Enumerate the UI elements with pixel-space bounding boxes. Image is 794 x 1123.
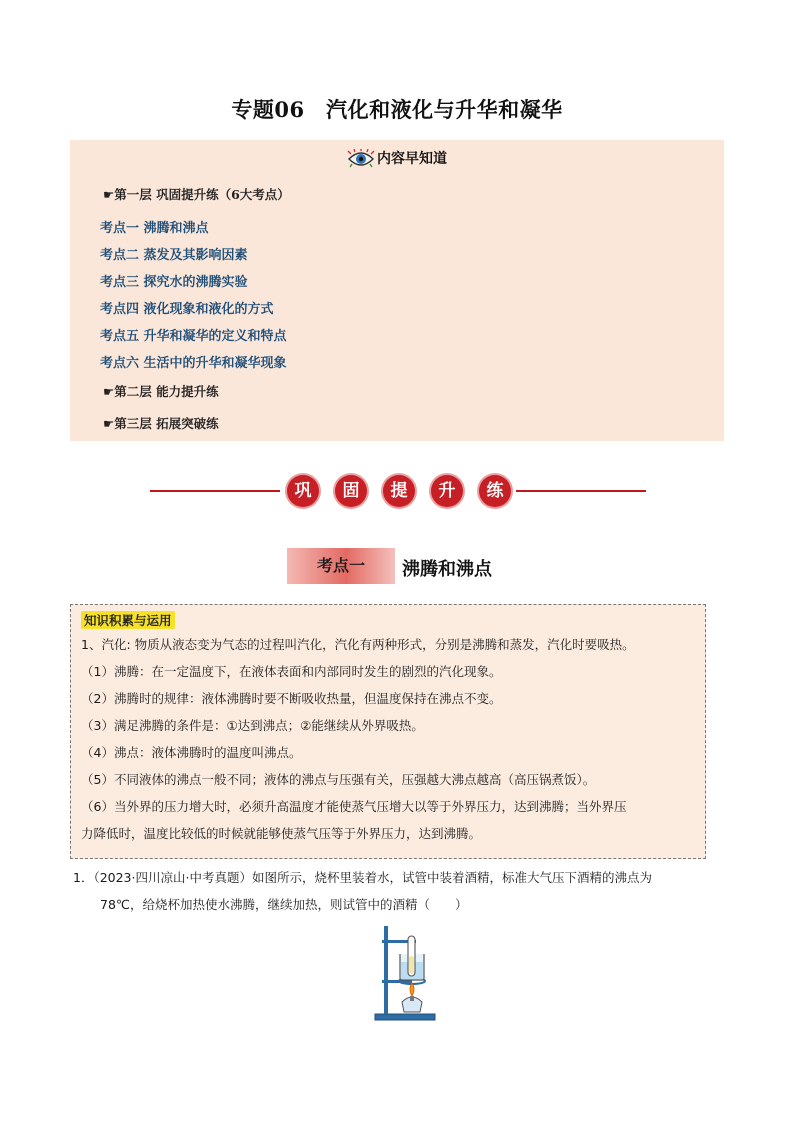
- page-title: 专题06 汽化和液化与升华和凝华: [231, 97, 563, 122]
- section-banner: [283, 475, 513, 507]
- toc-item-4[interactable]: 考点四 液化现象和液化的方式: [100, 302, 274, 317]
- knowledge-line: （3）满足沸腾的条件是：①达到沸点；②能继续从外界吸热。: [81, 718, 424, 733]
- knowledge-line: （4）沸点：液体沸腾时的温度叫沸点。: [81, 745, 302, 760]
- toc-item-1[interactable]: 考点一 沸腾和沸点: [100, 221, 209, 236]
- toc-layer-3[interactable]: ☛第三层 拓展突破练: [103, 416, 219, 431]
- toc-item-3[interactable]: 考点三 探究水的沸腾实验: [100, 275, 248, 290]
- toc-item-6[interactable]: 考点六 生活中的升华和凝华现象: [100, 356, 287, 371]
- toc-header: [70, 148, 724, 169]
- knowledge-box: [70, 604, 706, 859]
- knowledge-line: 力降低时，温度比较低的时候就能够使蒸气压等于外界压力，达到沸腾。: [81, 826, 482, 841]
- banner-char: 提: [383, 475, 415, 507]
- toc-panel: [70, 140, 724, 441]
- knowledge-line: （1）沸腾：在一定温度下，在液体表面和内部同时发生的剧烈的汽化现象。: [81, 664, 502, 679]
- eye-icon: [347, 149, 375, 169]
- knowledge-line: （6）当外界的压力增大时，必须升高温度才能使蒸气压增大以等于外界压力，达到沸腾；当外界压: [81, 799, 627, 814]
- knowledge-line: （2）沸腾时的规律：液体沸腾时要不断吸收热量，但温度保持在沸点不变。: [81, 691, 502, 706]
- knowledge-line: 1、汽化: 物质从液态变为气态的过程叫汽化，汽化有两种形式，分别是沸腾和蒸发，汽化时要吸热。: [81, 637, 635, 652]
- toc-item-2[interactable]: 考点二 蒸发及其影响因素: [100, 248, 248, 263]
- banner-char: 练: [479, 475, 511, 507]
- toc-layer-1[interactable]: ☛第一层 巩固提升练（6大考点）: [103, 187, 290, 202]
- knowledge-line: （5）不同液体的沸点一般不同；液体的沸点与压强有关，压强越大沸点越高（高压锅煮饭）。: [81, 772, 596, 787]
- section-label-box: [287, 548, 395, 584]
- pointing-hand-icon: ☛: [103, 187, 115, 202]
- banner-rule-left: [150, 490, 280, 492]
- banner-char: 固: [335, 475, 367, 507]
- knowledge-tag: 知识积累与运用: [81, 611, 175, 629]
- lab-apparatus-icon: [372, 922, 438, 1024]
- section-title: 沸腾和沸点: [402, 559, 492, 580]
- section-label: 考点一: [316, 556, 365, 575]
- banner-rule-right: [516, 490, 646, 492]
- banner-char: 升: [431, 475, 463, 507]
- pointing-hand-icon: ☛: [103, 384, 115, 399]
- toc-header-label: 内容早知道: [377, 151, 447, 167]
- question-text-cont: 78℃，给烧杯加热使水沸腾，继续加热，则试管中的酒精（ ）: [100, 897, 468, 912]
- banner-char: 巩: [287, 475, 319, 507]
- toc-item-5[interactable]: 考点五 升华和凝华的定义和特点: [100, 329, 287, 344]
- pointing-hand-icon: ☛: [103, 416, 115, 431]
- question-text: 1．（2023·四川凉山·中考真题）如图所示，烧杯里装着水，试管中装着酒精，标准大气压下酒精的沸点为: [73, 870, 652, 885]
- toc-layer-2[interactable]: ☛第二层 能力提升练: [103, 384, 219, 399]
